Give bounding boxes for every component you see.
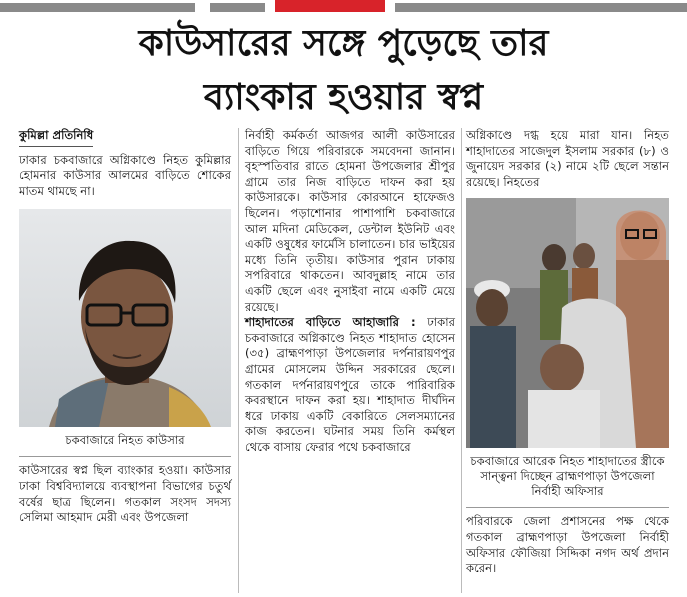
column-divider-1 [238, 128, 239, 593]
body-paragraph-2: নির্বাহী কর্মকর্তা আজগর আলী কাউসারের বাড়িতে গিয়ে পরিবারকে সমবেদনা জানান। বৃহস্পতিবার রাতে হোমনা উপজেলার শ্রীপুর গ্রামে তার নিজ বাড়িতে দাফন করা হয় কাউসারকে। কাউসার কোরআনে হাফেজও ছিলেন। পড়াশোনার পাশাপাশি চকবাজারে আল মদিনা মেডিকেল, ডেন্টাল ইউনিট এবং একটি ওষুধের ফার্মেসি চালাতেন। চার ভাইয়ের মধ্যে তিনি তৃতীয়। কাউসার পুরান ঢাকায় সপরিবারে থাকতেন। আবদুল্লাহ নামে তার একটি ছেলে এবং নুসাইবা নামে একটি মেয়ে রয়েছে। [245, 128, 455, 314]
top-color-bar [0, 0, 687, 14]
portrait-illustration [19, 209, 231, 427]
body-paragraph-1: কাউসারের স্বপ্ন ছিল ব্যাংকার হওয়া। কাউসার ঢাকা বিশ্ববিদ্যালয়ে ব্যবস্থাপনা বিভাগের চতুর্থ বর্ষের ছাত্র ছিলেন। গতকাল সংসদ সদস্য সেলিমা আহমাদ মেরী এবং উপজেলা [19, 463, 231, 525]
mourning-photo-illustration [466, 198, 669, 448]
top-bar-gray-right [395, 3, 687, 12]
caption-rule [19, 456, 231, 457]
top-bar-gray-left [0, 3, 195, 12]
article-column-1 [19, 128, 231, 526]
body-paragraph-4: অগ্নিকাণ্ডে দগ্ধ হয়ে মারা যান। নিহত শাহাদাতের সাজেদুল ইসলাম সরকার (৮) ও জুনায়েদ সরকার (২) নামে ২টি ছেলে সন্তান রয়েছে। নিহতের [466, 128, 669, 189]
body-paragraph-3: ঢাকার চকবাজারে অগ্নিকাণ্ডে নিহত শাহাদাত হোসেন (৩৫) ব্রাহ্মণপাড়া উপজেলার দর্পনারায়ণপুর গ্রামের মোসলেম উদ্দিন সরকারের ছেলে। গতকাল দর্পনারায়ণপুরে তাকে পারিবারিক কবরস্থানে দাফন করা হয়। শাহাদাত দীর্ঘদিন ধরে ঢাকায় একটি বেকারিতে সেলসম্যানের কাজ করতেন। ঘটনার সময় তিনি কর্মস্থল থেকে বাসায় ফেরার পথে চকবাজারে [245, 315, 455, 454]
subhead-shahadat: শাহাদাতের বাড়িতে আহাজারি : [245, 315, 416, 330]
top-bar-red [275, 0, 385, 12]
photo-mourning-family [466, 198, 669, 448]
body-paragraph-5: পরিবারকে জেলা প্রশাসনের পক্ষ থেকে গতকাল ব্রাহ্মণপাড়া উপজেলা নির্বাহী অফিসার ফৌজিয়া সিদ্দিকা নগদ অর্থ প্রদান করেন। [466, 514, 669, 576]
byline: কুমিল্লা প্রতিনিধি [19, 128, 93, 147]
portrait-photo-kawsar [19, 209, 231, 427]
photo-caption-shahadat: চকবাজারে আরেক নিহত শাহাদাতের স্ত্রীকে সান্ত্বনা দিচ্ছেন ব্রাহ্মণপাড়া উপজেলা নির্বাহী অফিসার [470, 454, 665, 499]
lead-paragraph: ঢাকার চকবাজারে অগ্নিকাণ্ডে নিহত কুমিল্লার হোমনার কাউসার আলমের বাড়িতে শোকের মাতম থামছে না। [19, 152, 231, 198]
photo-caption-kawsar: চকবাজারে নিহত কাউসার [65, 433, 185, 448]
headline-line-2: ব্যাংকার হওয়ার স্বপ্ন [203, 77, 484, 118]
top-bar-gray-mid [210, 3, 265, 12]
article-column-3 [466, 128, 669, 577]
article-column-2 [245, 128, 455, 455]
headline-line-1: কাউসারের সঙ্গে পুড়েছে তার [138, 23, 549, 64]
caption-rule-2 [466, 507, 669, 508]
column-divider-2 [461, 128, 462, 593]
